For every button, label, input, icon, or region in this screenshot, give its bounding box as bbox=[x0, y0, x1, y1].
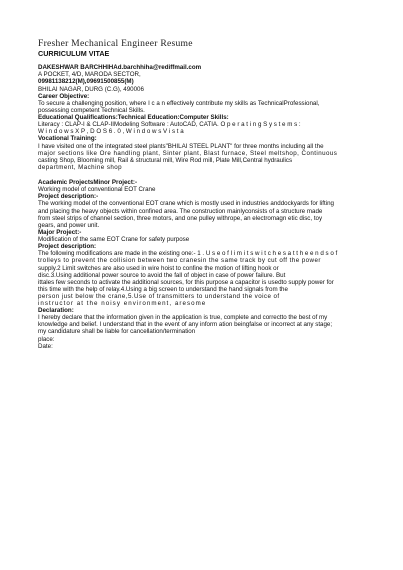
minor-project-description-line: The working model of the conventional EOT crane which is mostly used in industries anddockyards for lifting bbox=[38, 200, 334, 208]
qualifications-heading: Educational Qualifications:Technical Education:Computer Skills: bbox=[38, 113, 229, 121]
qualifications-line: W i n d o w s X P , D O S 6 . 0 , W i n d o w s V i s t a bbox=[38, 128, 184, 136]
declaration-line: my candidature shall be liable for cancellation/termination bbox=[38, 328, 196, 336]
declaration-line: knowledge and belief. I understand that in the event of any inform ation beingfalse or incorrect at any stage; bbox=[38, 321, 333, 329]
career-objective-line: To secure a challenging position, where I c a n effectively contribute my skills as TechnicalProfessional, bbox=[38, 99, 320, 107]
major-project-description-line: this time with the help of relay.4.Using a big screen to understand the hand signals from the bbox=[38, 285, 288, 293]
contact-name-email: DAKESHWAR BARCHHIHAd.barchhiha@rediffmail.com bbox=[38, 64, 202, 71]
contact-phones: 09981138212(M),09691500855(M) bbox=[38, 78, 134, 86]
declaration-line: I hereby declare that the information given in the application is true, complete and correctto the best of my bbox=[38, 314, 328, 322]
vocational-line: major sections like Ore handling plant, Sinter plant, Blast furnace, Steel meltshop, Continuous bbox=[38, 149, 338, 157]
page-title: Fresher Mechanical Engineer Resume bbox=[38, 38, 193, 49]
resume-document bbox=[38, 38, 368, 350]
minor-project-title: Working model of conventional EOT Crane bbox=[38, 186, 156, 194]
vocational-line: casting Shop, Blooming mill, Rail & structural mill, Wire Rod mill, Plate Mill,Central hydraulics bbox=[38, 156, 293, 164]
major-project-description-line: supply.2 Limit switches are also used in wire hoist to confine the motion of lifting hook or bbox=[38, 264, 279, 272]
date-label: Date: bbox=[38, 342, 53, 350]
minor-project-description-heading: Project description:- bbox=[38, 193, 99, 201]
cv-subtitle: CURRICULUM VITAE bbox=[38, 49, 110, 58]
vocational-heading: Vocational Training: bbox=[38, 135, 97, 143]
major-project-description-line: person just below the crane,5.Use of transmitters to understand the voice of bbox=[38, 292, 280, 300]
minor-project-description-line: from steel strips of channel section, three motors, and one pulley withrope, an electromagn etic disc, toy bbox=[38, 214, 323, 222]
major-project-description-heading: Project description: bbox=[38, 243, 97, 251]
qualifications-line: Literacy : CLAP-I & CLAP-IIModeling Software : AutoCAD, CATIA. O p e r a t i n g S y s t e m s : bbox=[38, 121, 301, 129]
vocational-line: department, Machine shop bbox=[38, 163, 123, 171]
career-objective-heading: Career Objective: bbox=[38, 92, 90, 100]
major-project-title: Modification of the same EOT Crane for safety purpose bbox=[38, 236, 190, 244]
major-project-description-line: trolleys to prevent the collision between two cranesin the same track by cut off the power bbox=[38, 257, 321, 265]
major-project-description-line: instructor at the noisy environment, aresome bbox=[38, 299, 207, 307]
contact-address-line-2: BHILAI NAGAR, DURG (C.G), 490006 bbox=[38, 85, 144, 93]
major-project-description-line: ittales few seconds to activate the additional sources, for this purpose a capacitor is usedto supply power for bbox=[38, 278, 334, 286]
major-project-description-line: The following modifications are made in the existing one:- 1 . U s e o f l i m i t s w i t c h e s a t t h e e n d s o f bbox=[38, 250, 338, 258]
place-label: place: bbox=[38, 335, 55, 343]
declaration-heading: Declaration: bbox=[38, 307, 74, 315]
major-project-heading: Major Project:- bbox=[38, 228, 82, 236]
minor-project-description-line: gears, and power unit. bbox=[38, 221, 100, 229]
contact-address-line-1: A POCKET, 4/D, MARODA SECTOR, bbox=[38, 71, 141, 79]
career-objective-line: possessing competent Technical Skills. bbox=[38, 106, 145, 114]
major-project-description-line: disc.3.Using additional power source to avoid the fall of object in case of power failure. But bbox=[38, 271, 286, 279]
projects-heading: Academic ProjectsMinor Project:- bbox=[38, 178, 138, 186]
minor-project-description-line: and placing the heavy objects within confined area. The construction mainlyconsists of a structure made bbox=[38, 207, 323, 215]
contact-block bbox=[38, 64, 368, 93]
vocational-line: I have visited one of the integrated steel plants"BHILAI STEEL PLANT" for three months including all the bbox=[38, 142, 324, 150]
